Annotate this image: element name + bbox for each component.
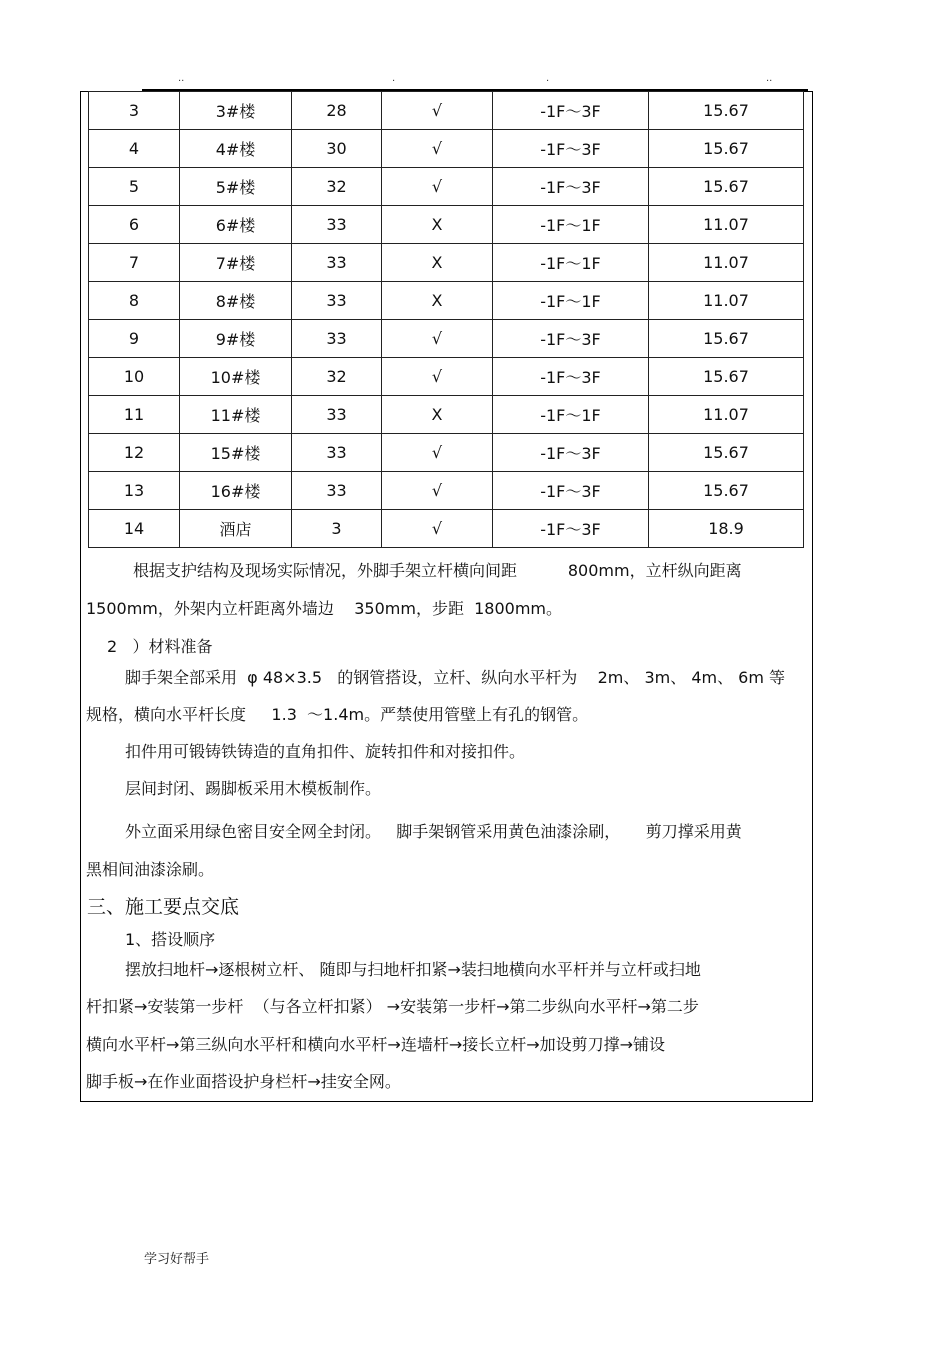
table-cell: 4#楼 — [180, 130, 292, 168]
section-materials-title: 2 ）材料准备 — [107, 637, 213, 656]
table-cell: 15.67 — [649, 130, 804, 168]
table-cell: 5 — [89, 168, 180, 206]
table-cell: 33 — [292, 434, 382, 472]
table-cell: X — [382, 282, 493, 320]
table-row — [89, 472, 804, 510]
table-cell: -1F～1F — [493, 282, 649, 320]
table-cell: -1F～3F — [493, 434, 649, 472]
section-heading: 三、施工要点交底 — [87, 896, 240, 918]
table-cell: √ — [382, 358, 493, 396]
subsection-title: 1、搭设顺序 — [125, 930, 216, 949]
table-cell: 5#楼 — [180, 168, 292, 206]
table-cell: 15.67 — [649, 434, 804, 472]
table-cell: 15#楼 — [180, 434, 292, 472]
table-row — [89, 130, 804, 168]
table-cell: √ — [382, 472, 493, 510]
table-cell: 3 — [89, 92, 180, 130]
table-cell: √ — [382, 168, 493, 206]
paragraph-sequence-line4: 脚手板→在作业面搭设护身栏杆→挂安全网。 — [86, 1072, 401, 1091]
table-cell: 11#楼 — [180, 396, 292, 434]
table-row — [89, 434, 804, 472]
table-cell: 4 — [89, 130, 180, 168]
table-cell: √ — [382, 130, 493, 168]
table-cell: 11.07 — [649, 396, 804, 434]
paragraph-spacing-line1: 根据支护结构及现场实际情况，外脚手架立杆横向间距 800mm，立杆纵向距离 — [133, 561, 742, 580]
paragraph-fasteners: 扣件用可锻铸铁铸造的直角扣件、旋转扣件和对接扣件。 — [125, 742, 526, 761]
table-cell: 33 — [292, 206, 382, 244]
table-cell: √ — [382, 434, 493, 472]
table-row — [89, 206, 804, 244]
footer-text: 学习好帮手 — [144, 1252, 210, 1267]
building-scaffold-table — [88, 91, 804, 548]
paragraph-spacing-line2: 1500mm，外架内立杆距离外墙边 350mm，步距 1800mm。 — [86, 599, 563, 618]
table-cell: 15.67 — [649, 320, 804, 358]
table-cell: X — [382, 206, 493, 244]
header-dot: . — [546, 73, 550, 84]
table-cell: 11.07 — [649, 206, 804, 244]
table-cell: 33 — [292, 472, 382, 510]
paragraph-facade-line1: 外立面采用绿色密目安全网全封闭。 脚手架钢管采用黄色油漆涂刷， 剪刀撑采用黄 — [125, 822, 742, 841]
table-cell: 30 — [292, 130, 382, 168]
table-cell: 10 — [89, 358, 180, 396]
table-cell: 9 — [89, 320, 180, 358]
table-row — [89, 244, 804, 282]
table-cell: X — [382, 396, 493, 434]
paragraph-materials-line2: 规格，横向水平杆长度 1.3 ～1.4m。严禁使用管壁上有孔的钢管。 — [86, 705, 589, 724]
table-cell: 15.67 — [649, 472, 804, 510]
header-dot: . — [392, 73, 396, 84]
table-cell: 13 — [89, 472, 180, 510]
table-cell: 16#楼 — [180, 472, 292, 510]
table-cell: -1F～3F — [493, 510, 649, 548]
table-cell: 7#楼 — [180, 244, 292, 282]
table-row — [89, 320, 804, 358]
table-cell: 11.07 — [649, 244, 804, 282]
table-cell: 33 — [292, 244, 382, 282]
table-cell: 酒店 — [180, 510, 292, 548]
table-cell: √ — [382, 92, 493, 130]
table-cell: -1F～3F — [493, 472, 649, 510]
table-cell: -1F～3F — [493, 92, 649, 130]
table-cell: X — [382, 244, 493, 282]
table-cell: 18.9 — [649, 510, 804, 548]
paragraph-floor-closure: 层间封闭、踢脚板采用木模板制作。 — [125, 779, 382, 798]
paragraph-sequence-line1: 摆放扫地杆→逐根树立杆、 随即与扫地杆扣紧→装扫地横向水平杆并与立杆或扫地 — [125, 960, 701, 979]
table-cell: 14 — [89, 510, 180, 548]
table-cell: 10#楼 — [180, 358, 292, 396]
paragraph-sequence-line2: 杆扣紧→安装第一步杆 （与各立杆扣紧） →安装第一步杆→第二步纵向水平杆→第二步 — [86, 997, 699, 1016]
table-cell: -1F～1F — [493, 206, 649, 244]
table-cell: -1F～3F — [493, 320, 649, 358]
table-cell: 9#楼 — [180, 320, 292, 358]
paragraph-facade-line2: 黑相间油漆涂刷。 — [86, 860, 215, 879]
table-cell: -1F～1F — [493, 396, 649, 434]
table-cell: 33 — [292, 320, 382, 358]
table-cell: 11 — [89, 396, 180, 434]
table-row — [89, 92, 804, 130]
table-cell: 11.07 — [649, 282, 804, 320]
table-cell: -1F～3F — [493, 130, 649, 168]
table-cell: 3#楼 — [180, 92, 292, 130]
table-cell: 33 — [292, 396, 382, 434]
table-cell: √ — [382, 510, 493, 548]
header-dot: .. — [766, 73, 773, 84]
table-cell: -1F～3F — [493, 358, 649, 396]
table-cell: 15.67 — [649, 358, 804, 396]
table-cell: -1F～3F — [493, 168, 649, 206]
table-cell: 6#楼 — [180, 206, 292, 244]
table-row — [89, 358, 804, 396]
table-row — [89, 282, 804, 320]
table-cell: 15.67 — [649, 92, 804, 130]
table-cell: 28 — [292, 92, 382, 130]
table-cell: 32 — [292, 168, 382, 206]
table-cell: 12 — [89, 434, 180, 472]
table-cell: 6 — [89, 206, 180, 244]
table-cell: 33 — [292, 282, 382, 320]
table-cell: 8#楼 — [180, 282, 292, 320]
table-cell: 15.67 — [649, 168, 804, 206]
table-cell: 32 — [292, 358, 382, 396]
table-cell: 3 — [292, 510, 382, 548]
table-row — [89, 168, 804, 206]
paragraph-materials-line1: 脚手架全部采用 φ 48×3.5 的钢管搭设，立杆、纵向水平杆为 2m、 3m、 4m、 6m 等 — [125, 668, 786, 687]
header-dot: .. — [178, 73, 185, 84]
table-cell: -1F～1F — [493, 244, 649, 282]
paragraph-sequence-line3: 横向水平杆→第三纵向水平杆和横向水平杆→连墙杆→接长立杆→加设剪刀撑→铺设 — [86, 1035, 666, 1054]
table-cell: 8 — [89, 282, 180, 320]
table-cell: √ — [382, 320, 493, 358]
table-row — [89, 510, 804, 548]
table-row — [89, 396, 804, 434]
table-cell: 7 — [89, 244, 180, 282]
